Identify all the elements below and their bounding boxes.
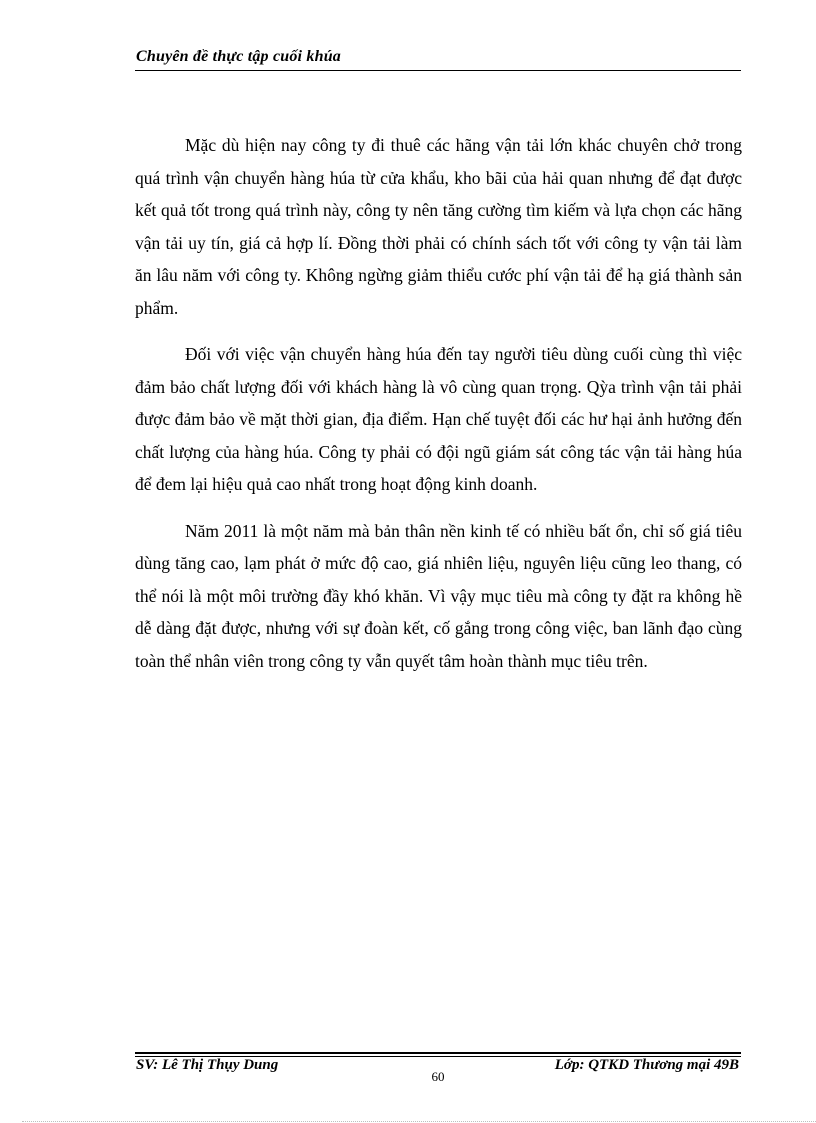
footer-rule-thick xyxy=(135,1052,741,1054)
footer-class-name: Lớp: QTKD Thương mại 49B xyxy=(554,1057,739,1073)
paragraph-3: Năm 2011 là một năm mà bản thân nền kinh tế có nhiều bất ổn, chỉ số giá tiêu dùng tăng cao, lạm phát ở mức độ cao, giá nhiên liệu, nguyên liệu cũng leo thang, có thể nói là một môi trường đầy khó khăn. Vì vậy mục tiêu mà công ty đặt ra không hề dễ dàng đặt được, nhưng với sự đoàn kết, cố gắng trong công việc, ban lãnh đạo cùng toàn thể nhân viên trong công ty vẫn quyết tâm hoàn thành mục tiêu trên. xyxy=(135,520,742,671)
body-text xyxy=(135,129,742,691)
page-header xyxy=(135,48,741,72)
header-title: Chuyên đề thực tập cuối khúa xyxy=(136,48,341,65)
page-edge xyxy=(22,1121,816,1122)
footer-student-name: SV: Lê Thị Thụy Dung xyxy=(136,1057,279,1073)
paragraph-2: Đối với việc vận chuyển hàng húa đến tay người tiêu dùng cuối cùng thì việc đảm bảo chất lượng đối với khách hàng là vô cùng quan trọng. Qỳa trình vận tải phải được đảm bảo về mặt thời gian, địa điểm. Hạn chế tuyệt đối các hư hại ảnh hưởng đến chất lượng của hàng húa. Công ty phải có đội ngũ giám sát công tác vận tải hàng húa để đem lại hiệu quả cao nhất trong hoạt động kinh doanh. xyxy=(135,344,742,494)
paragraph-1: Mặc dù hiện nay công ty đi thuê các hãng vận tải lớn khác chuyên chở trong quá trình vận chuyển hàng húa từ cửa khẩu, kho bãi của hải quan nhưng để đạt được kết quả tốt trong quá trình này, công ty nên tăng cường tìm kiếm và lựa chọn các hãng vận tải uy tín, giá cả hợp lí. Đồng thời phải có chính sách tốt với công ty vận tải làm ăn lâu năm với công ty. Không ngừng giảm thiểu cước phí vận tải để hạ giá thành sản phẩm. xyxy=(135,135,742,318)
page-number: 60 xyxy=(431,1069,445,1084)
page-footer xyxy=(135,1052,741,1092)
header-rule xyxy=(135,70,741,71)
